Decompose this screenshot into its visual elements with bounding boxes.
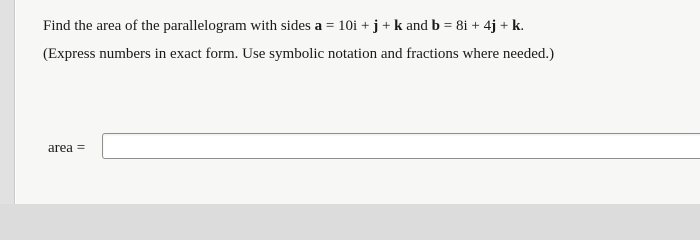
question-text	[43, 17, 524, 35]
area-answer-input[interactable]	[102, 133, 700, 159]
vector-b-expression: = 8i + 4	[440, 18, 492, 34]
vector-b-j: j	[491, 18, 497, 34]
vector-b-label: b	[431, 18, 441, 34]
question-end: .	[520, 18, 525, 34]
vector-a-label: a	[314, 18, 323, 34]
vector-a-j: j	[373, 18, 379, 34]
vector-a-expression: = 10i +	[322, 18, 374, 34]
vector-a-k: k	[394, 18, 403, 34]
vector-b-plus: +	[496, 18, 513, 34]
answer-format-hint: (Express numbers in exact form. Use symbolic notation and fractions where needed.)	[43, 46, 555, 62]
vector-b-k: k	[512, 18, 521, 34]
question-prefix: Find the area of the parallelogram with sides	[43, 18, 315, 34]
question-panel	[14, 0, 700, 204]
area-label: area =	[48, 140, 86, 156]
vector-a-plus: +	[378, 18, 395, 34]
question-joiner: and	[402, 18, 432, 34]
